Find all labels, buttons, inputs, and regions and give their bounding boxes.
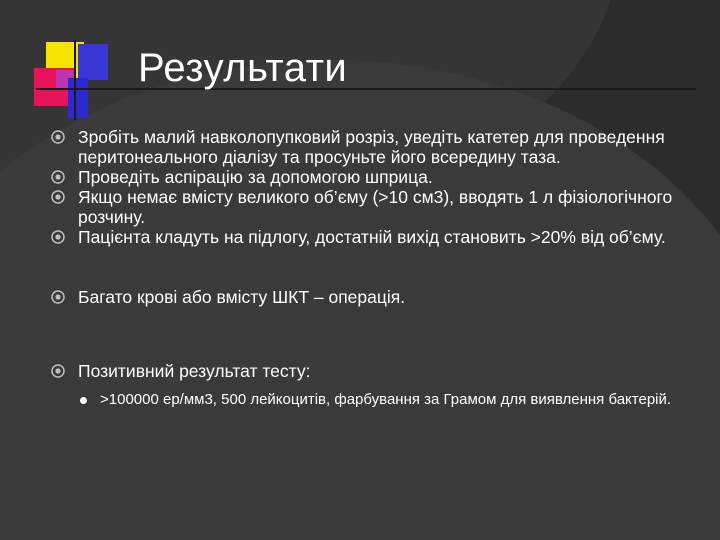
bullet-text: Багато крові або вмісту ШКТ – операція. [78,287,406,307]
title-underline [36,88,696,90]
logo-vertical-line [74,40,76,120]
bullet-text: Позитивний результат тесту: [78,361,311,381]
target-circle-icon [51,290,65,304]
bullet-text: Зробіть малий навколопупковий розріз, уведіть катетер для проведення перитонеального діалізу та просуньте його всередину таза. [78,127,665,167]
bullet-item-3 [50,187,690,227]
sub-bullet-item-1 [74,391,690,409]
dot-icon [80,397,87,404]
slide-title: Результати [138,46,348,90]
target-circle-icon [51,364,65,378]
target-circle-icon [51,190,65,204]
bullet-item-1 [50,127,690,167]
sub-bullet-list [50,391,690,409]
bullet-text: Пацієнта кладуть на підлогу, достатній вихід становить >20% від об’єму. [78,227,666,247]
bullet-text: Якщо немає вмісту великого об’єму (>10 см3), вводять 1 л фізіологічного розчину. [78,187,673,227]
decorative-squares-logo [34,40,114,120]
bullet-item-6 [50,361,690,381]
sub-bullet-text: >100000 ер/мм3, 500 лейкоцитів, фарбування за Грамом для виявлення бактерій. [100,391,672,408]
target-circle-icon [51,130,65,144]
bullet-text: Проведіть аспірацію за допомогою шприца. [78,167,433,187]
bullet-list [50,127,690,409]
bullet-item-2 [50,167,690,187]
bullet-item-4 [50,227,690,247]
bullet-item-5 [50,287,690,307]
target-circle-icon [51,230,65,244]
blue-square-bottom [68,78,88,118]
blue-square-top [78,44,108,80]
target-circle-icon [51,170,65,184]
